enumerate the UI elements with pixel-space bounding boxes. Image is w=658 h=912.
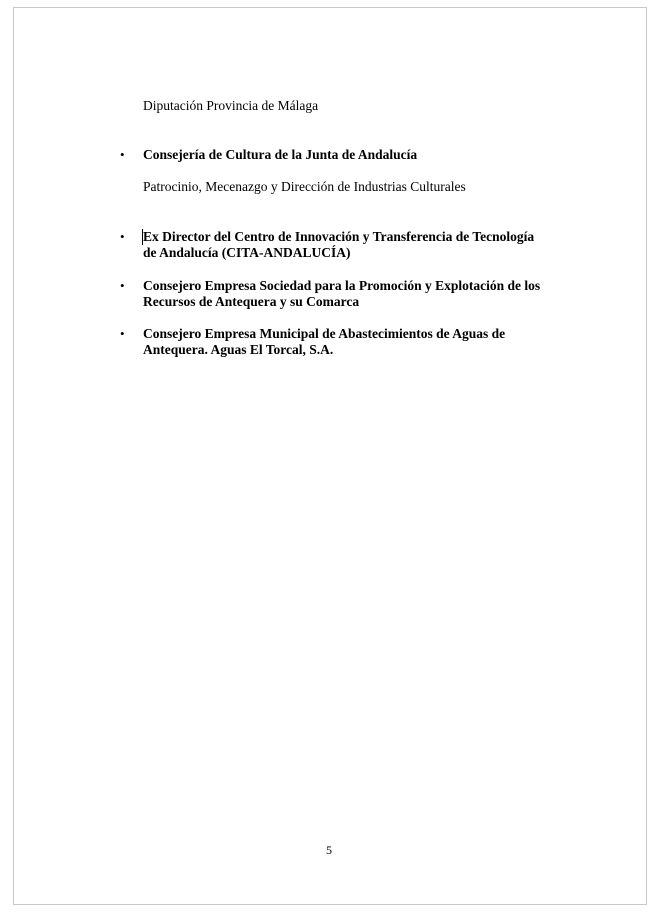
bullet-icon: •	[120, 326, 125, 341]
page-number: 5	[326, 843, 332, 857]
item-consejero-aguas-line-1: Consejero Empresa Municipal de Abastecimientos de Aguas de	[143, 326, 506, 341]
bullet-icon: •	[120, 147, 125, 162]
bullet-icon: •	[120, 229, 125, 244]
item-consejeria-title: Consejería de Cultura de la Junta de Andalucía	[143, 147, 418, 162]
bullet-icon: •	[120, 278, 125, 293]
item-director-line-2: de Andalucía (CITA-ANDALUCÍA)	[143, 245, 351, 260]
item-director-line-1[interactable]: Ex Director del Centro de Innovación y Transferencia de Tecnología	[143, 229, 535, 244]
document-page	[13, 7, 647, 905]
item-consejeria-subtitle: Patrocinio, Mecenazgo y Dirección de Industrias Culturales	[143, 179, 466, 194]
item-consejero-sociedad-line-1: Consejero Empresa Sociedad para la Promoción y Explotación de los	[143, 278, 541, 293]
item-consejero-aguas-line-2: Antequera. Aguas El Torcal, S.A.	[143, 342, 334, 357]
item-consejero-sociedad-line-2: Recursos de Antequera y su Comarca	[143, 294, 360, 309]
text-diputacion: Diputación Provincia de Málaga	[143, 98, 319, 113]
